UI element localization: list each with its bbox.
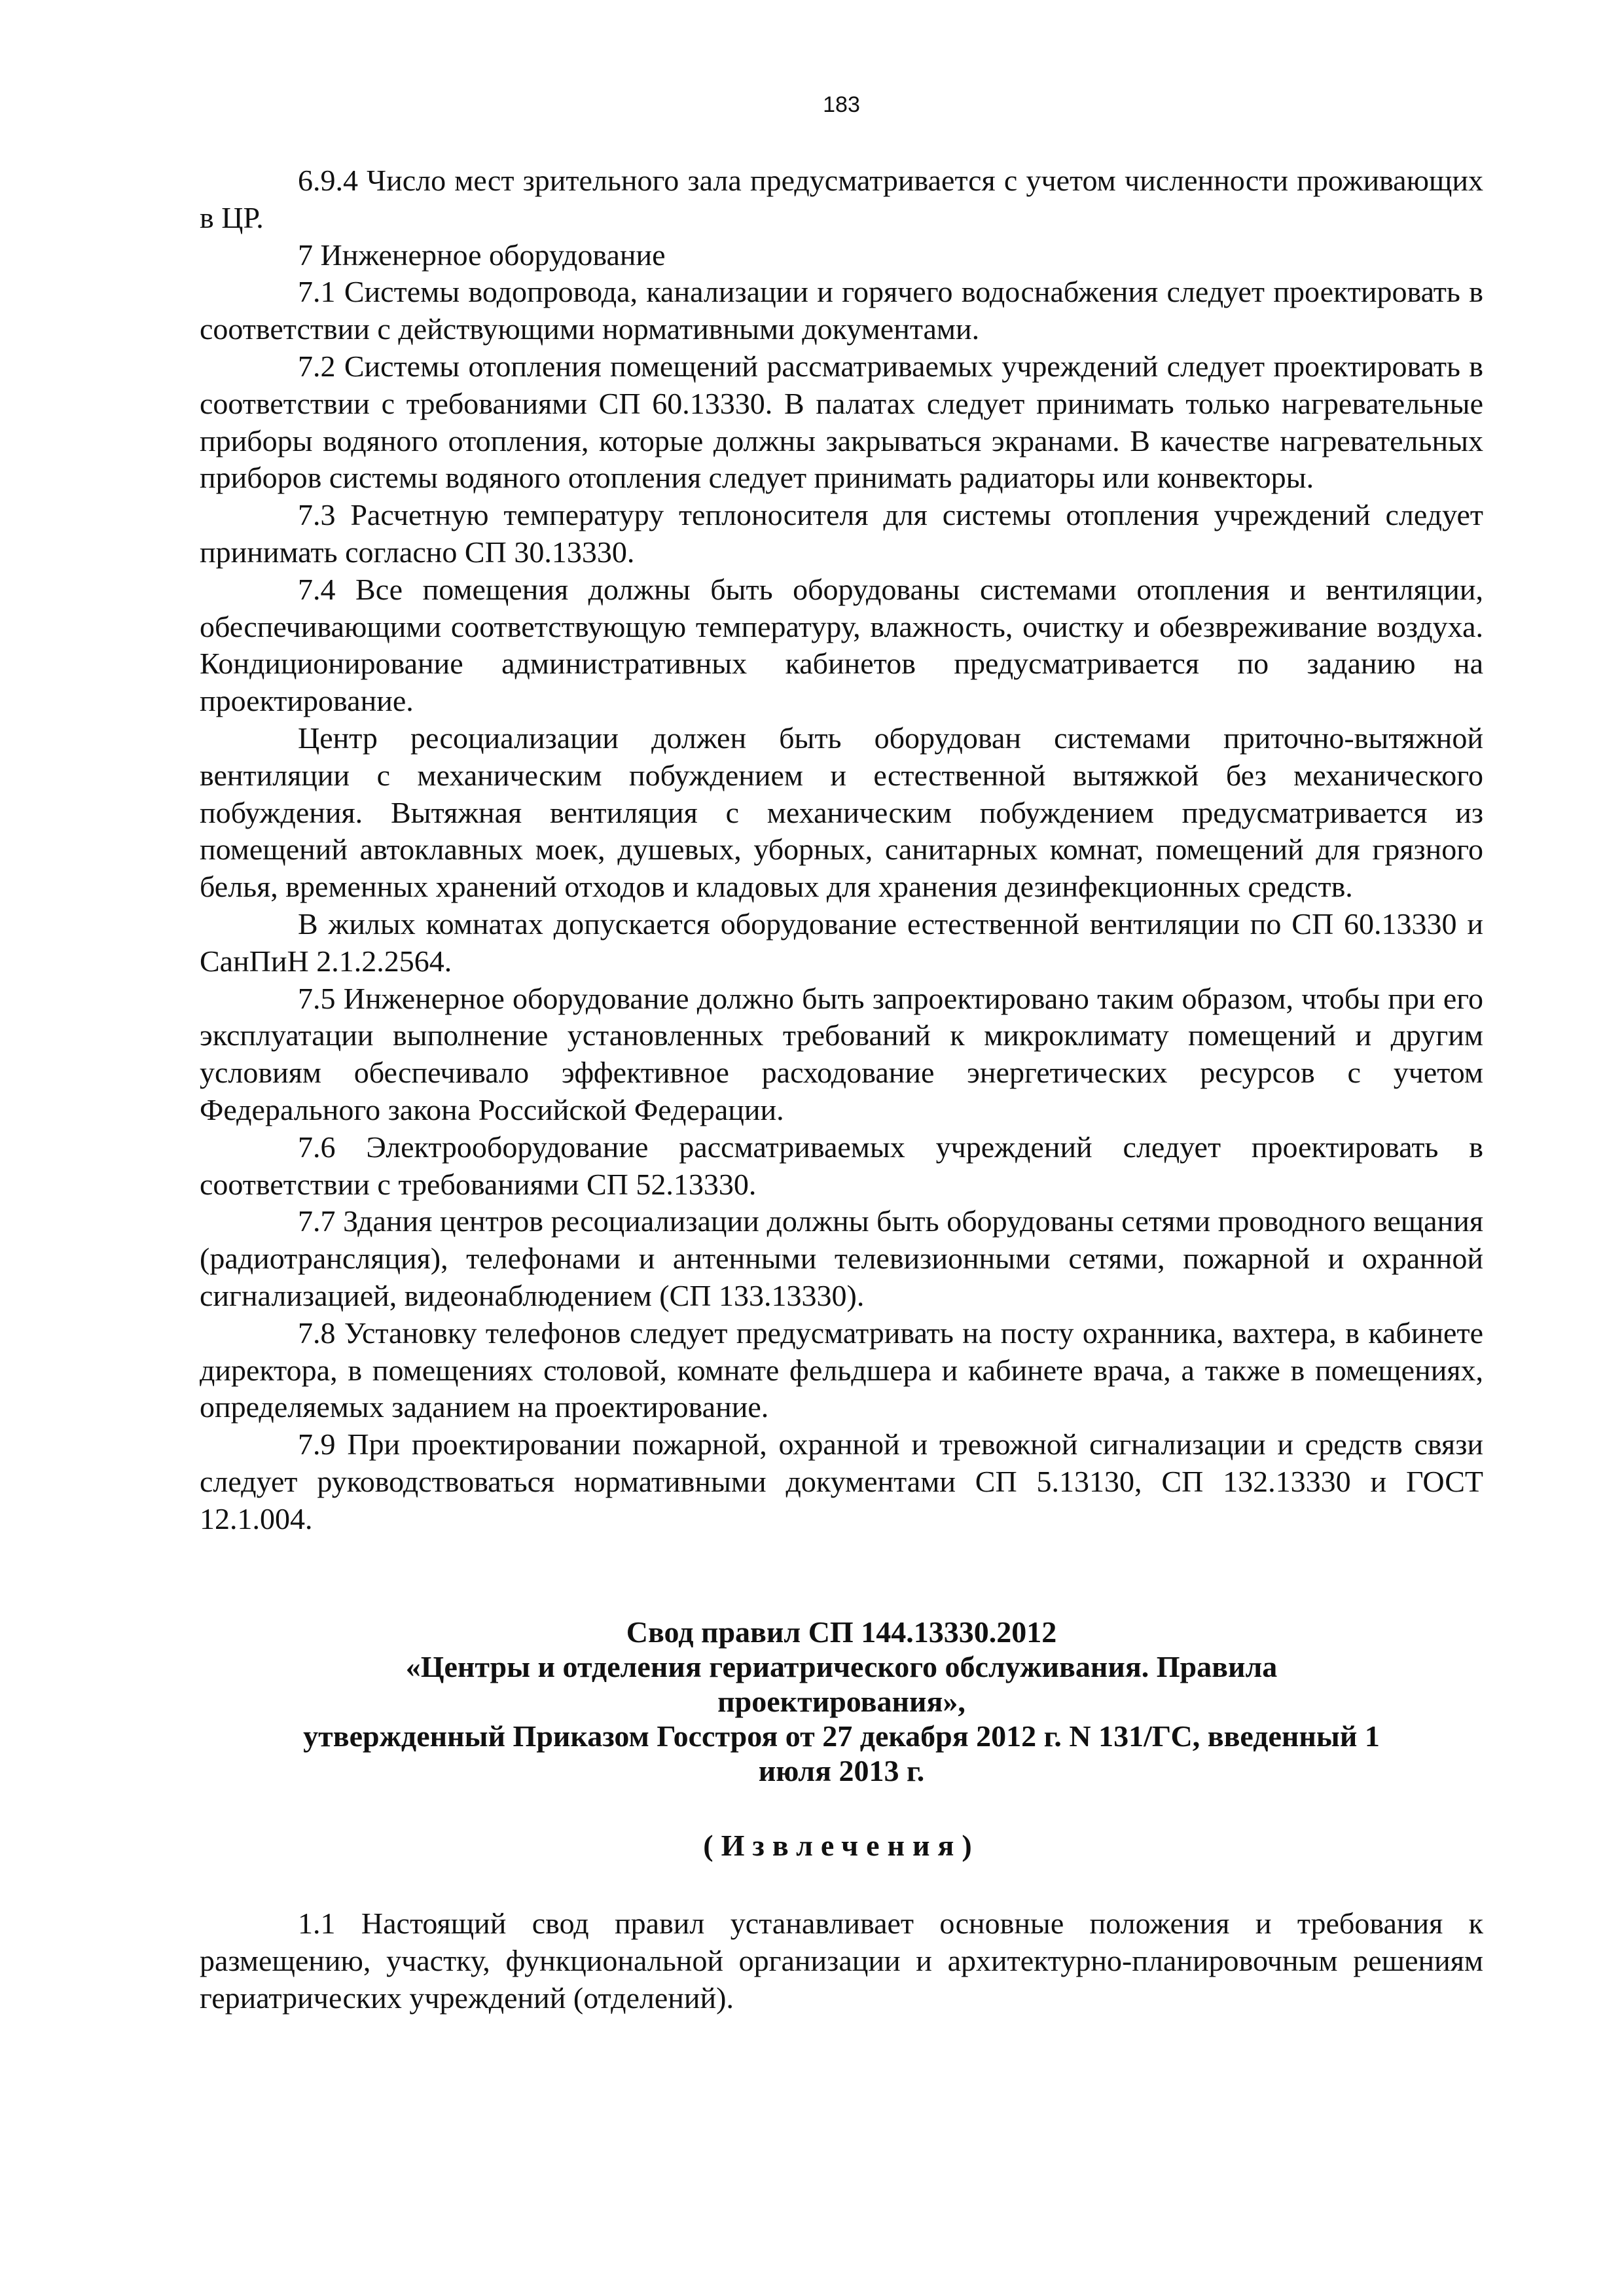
paragraph-7-1: 7.1 Системы водопровода, канализации и горячего водоснабжения следует проектировать в соответствии с действующими нормативными документами. <box>200 275 1483 346</box>
paragraph-7-3: 7.3 Расчетную температуру теплоносителя для системы отопления учреждений следует принимать согласно СП 30.13330. <box>200 498 1483 569</box>
paragraph-7-4: 7.4 Все помещения должны быть оборудованы системами отопления и вентиляции, обеспечивающими соответствующую температуру, влажность, очистку и обезвреживание воздуха. Кондиционирование административных кабинетов предусматривается по заданию на проектирование. <box>200 572 1483 718</box>
title-line-1: Свод правил СП 144.13330.2012 <box>626 1615 1057 1649</box>
title-line-3: проектирования», <box>717 1685 965 1719</box>
title-line-2: «Центры и отделения гериатрического обслуживания. Правила <box>405 1650 1278 1684</box>
section-2-text <box>200 1905 1483 2017</box>
paragraph-7-9: 7.9 При проектировании пожарной, охранной и тревожной сигнализации и средств связи следует руководствоваться нормативными документами СП 5.13130, СП 132.13330 и ГОСТ 12.1.004. <box>200 1427 1483 1535</box>
paragraph-1-1: 1.1 Настоящий свод правил устанавливает основные положения и требования к размещению, участку, функциональной организации и архитектурно-планировочным решениям гериатрических учреждений (отделений). <box>200 1907 1483 2015</box>
title-line-4: утвержденный Приказом Госстроя от 27 декабря 2012 г. N 131/ГС, введенный 1 <box>303 1719 1380 1753</box>
body-text <box>200 162 1483 1537</box>
document-title <box>200 1615 1483 1788</box>
section-heading-7: 7 Инженерное оборудование <box>298 238 666 272</box>
paragraph-7-8: 7.8 Установку телефонов следует предусматривать на посту охранника, вахтера, в кабинете директора, в помещениях столовой, комнате фельдшера и кабинете врача, а также в помещениях, определяемых заданием на проектирование. <box>200 1316 1483 1424</box>
title-line-5: июля 2013 г. <box>758 1754 925 1788</box>
paragraph-7-2: 7.2 Системы отопления помещений рассматриваемых учреждений следует проектировать в соответствии с требованиями СП 60.13330. В палатах следует принимать только нагревательные приборы водяного отопления, которые должны закрываться экранами. В качестве нагревательных приборов системы водяного отопления следует принимать радиаторы или конвекторы. <box>200 349 1483 495</box>
paragraph-7-7: 7.7 Здания центров ресоциализации должны быть оборудованы сетями проводного вещания (радиотрансляция), телефонами и антенными телевизионными сетями, пожарной и охранной сигнализацией, видеонаблюдением (СП 133.13330). <box>200 1204 1483 1312</box>
extract-label: (Извлечения) <box>703 1829 980 1863</box>
paragraph-7-5: 7.5 Инженерное оборудование должно быть запроектировано таким образом, чтобы при его эксплуатации выполнение установленных требований к микроклимату помещений и другим условиям обеспечивало эффективное расходование энергетических ресурсов с учетом Федерального закона Российской Федерации. <box>200 981 1483 1126</box>
page-number: 183 <box>823 92 860 117</box>
paragraph-6-9-4: 6.9.4 Число мест зрительного зала предусматривается с учетом численности проживающих в ЦР. <box>200 164 1483 234</box>
paragraph-living-rooms: В жилых комнатах допускается оборудование естественной вентиляции по СП 60.13330 и СанПиН 2.1.2.2564. <box>200 906 1483 978</box>
paragraph-ventilation: Центр ресоциализации должен быть оборудован системами приточно-вытяжной вентиляции с механическим побуждением и естественной вытяжкой без механического побуждения. Вытяжная вентиляция с механическим побуждением предусматривается из помещений автоклавных моек, душевых, уборных, санитарных комнат, помещений для грязного белья, временных хранений отходов и кладовых для хранения дезинфекционных средств. <box>200 721 1483 904</box>
paragraph-7-6: 7.6 Электрооборудование рассматриваемых учреждений следует проектировать в соответствии с требованиями СП 52.13330. <box>200 1130 1483 1201</box>
